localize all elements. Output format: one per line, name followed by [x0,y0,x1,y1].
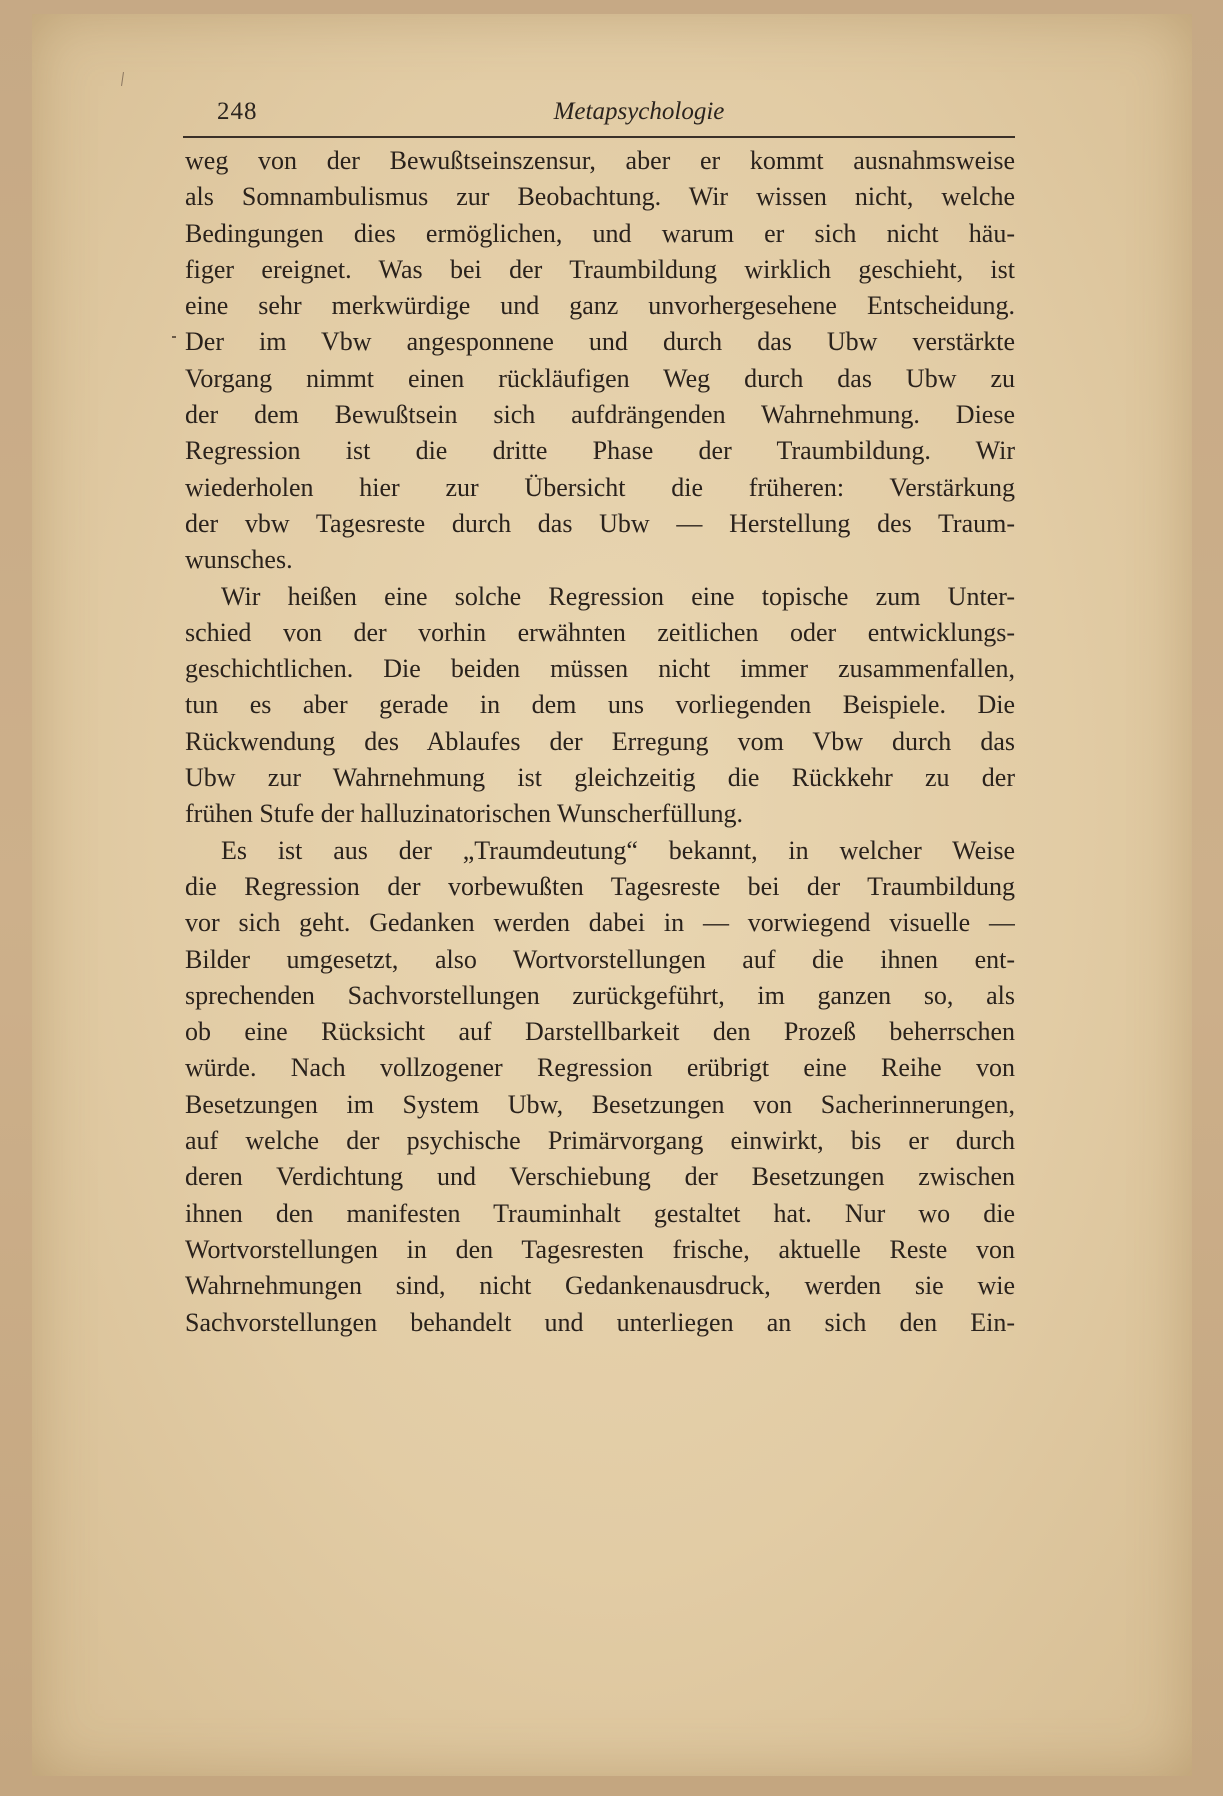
page-header [183,96,1015,138]
text-line: weg von der Bewußtseinszensur, aber er kommt ausnahmsweise [185,146,1015,175]
text-line: Wortvorstellungen in den Tagesresten frische, aktuelle Reste von [185,1234,1015,1264]
text-line: vor sich geht. Gedanken werden dabei in — vorwiegend visuelle — [185,908,1015,938]
text-line: der vbw Tagesreste durch das Ubw — Herstellung des Traum- [185,508,1015,538]
body-text [185,143,1015,1341]
text-line: sprechenden Sachvorstellungen zurückgeführt, im ganzen so, als [185,980,1015,1010]
text-line: wunsches. [185,545,293,575]
text-line: ihnen den manifesten Trauminhalt gestaltet hat. Nur wo die [185,1198,1015,1228]
margin-mark [172,336,176,338]
text-line: als Somnambulismus zur Beobachtung. Wir wissen nicht, welche [185,182,1015,212]
text-line: Bilder umgesetzt, also Wortvorstellungen auf die ihnen ent- [185,944,1015,974]
text-line: geschichtlichen. Die beiden müssen nicht immer zusammenfallen, [185,654,1015,684]
text-line: ob eine Rücksicht auf Darstellbarkeit den Prozeß beherrschen [185,1017,1015,1047]
text-line: figer ereignet. Was bei der Traumbildung wirklich geschieht, ist [185,254,1015,284]
text-line: Sachvorstellungen behandelt und unterliegen an sich den Ein- [185,1307,1015,1337]
text-line: Vorgang nimmt einen rückläufigen Weg durch das Ubw zu [185,363,1015,393]
text-line: Besetzungen im System Ubw, Besetzungen von Sacherinnerungen, [185,1089,1015,1119]
text-line: Wahrnehmungen sind, nicht Gedankenausdruck, werden sie wie [185,1271,1015,1301]
text-line: würde. Nach vollzogener Regression erübrigt eine Reihe von [185,1053,1015,1083]
text-line: Rückwendung des Ablaufes der Erregung vom Vbw durch das [185,726,1015,756]
ink-mark [121,72,124,86]
text-line: eine sehr merkwürdige und ganz unvorhergesehene Entscheidung. [185,291,1015,321]
text-line: Regression ist die dritte Phase der Traumbildung. Wir [185,436,1015,466]
text-line: tun es aber gerade in dem uns vorliegenden Beispiele. Die [185,690,1015,720]
text-line: frühen Stufe der halluzinatorischen Wunscherfüllung. [185,799,744,829]
text-line: Der im Vbw angesponnene und durch das Ubw verstärkte [185,327,1015,357]
text-line: deren Verdichtung und Verschiebung der Besetzungen zwischen [185,1162,1015,1192]
text-line: Bedingungen dies ermöglichen, und warum er sich nicht häu- [185,218,1015,248]
paragraph-start-line: Wir heißen eine solche Regression eine topische zum Unter- [221,581,1015,611]
text-line: Ubw zur Wahrnehmung ist gleichzeitig die Rückkehr zu der [185,763,1015,793]
running-head: Metapsychologie [553,98,725,125]
page-number: 248 [217,98,258,125]
text-line: die Regression der vorbewußten Tagesreste bei der Traumbildung [185,871,1015,901]
text-line: der dem Bewußtsein sich aufdrängenden Wahrnehmung. Diese [185,400,1015,430]
text-line: auf welche der psychische Primärvorgang einwirkt, bis er durch [185,1126,1015,1156]
text-line: wiederholen hier zur Übersicht die früheren: Verstärkung [185,472,1015,502]
text-line: schied von der vorhin erwähnten zeitlichen oder entwicklungs- [185,617,1015,647]
paragraph-start-line: Es ist aus der „Traumdeutung“ bekannt, in welcher Weise [221,835,1015,865]
